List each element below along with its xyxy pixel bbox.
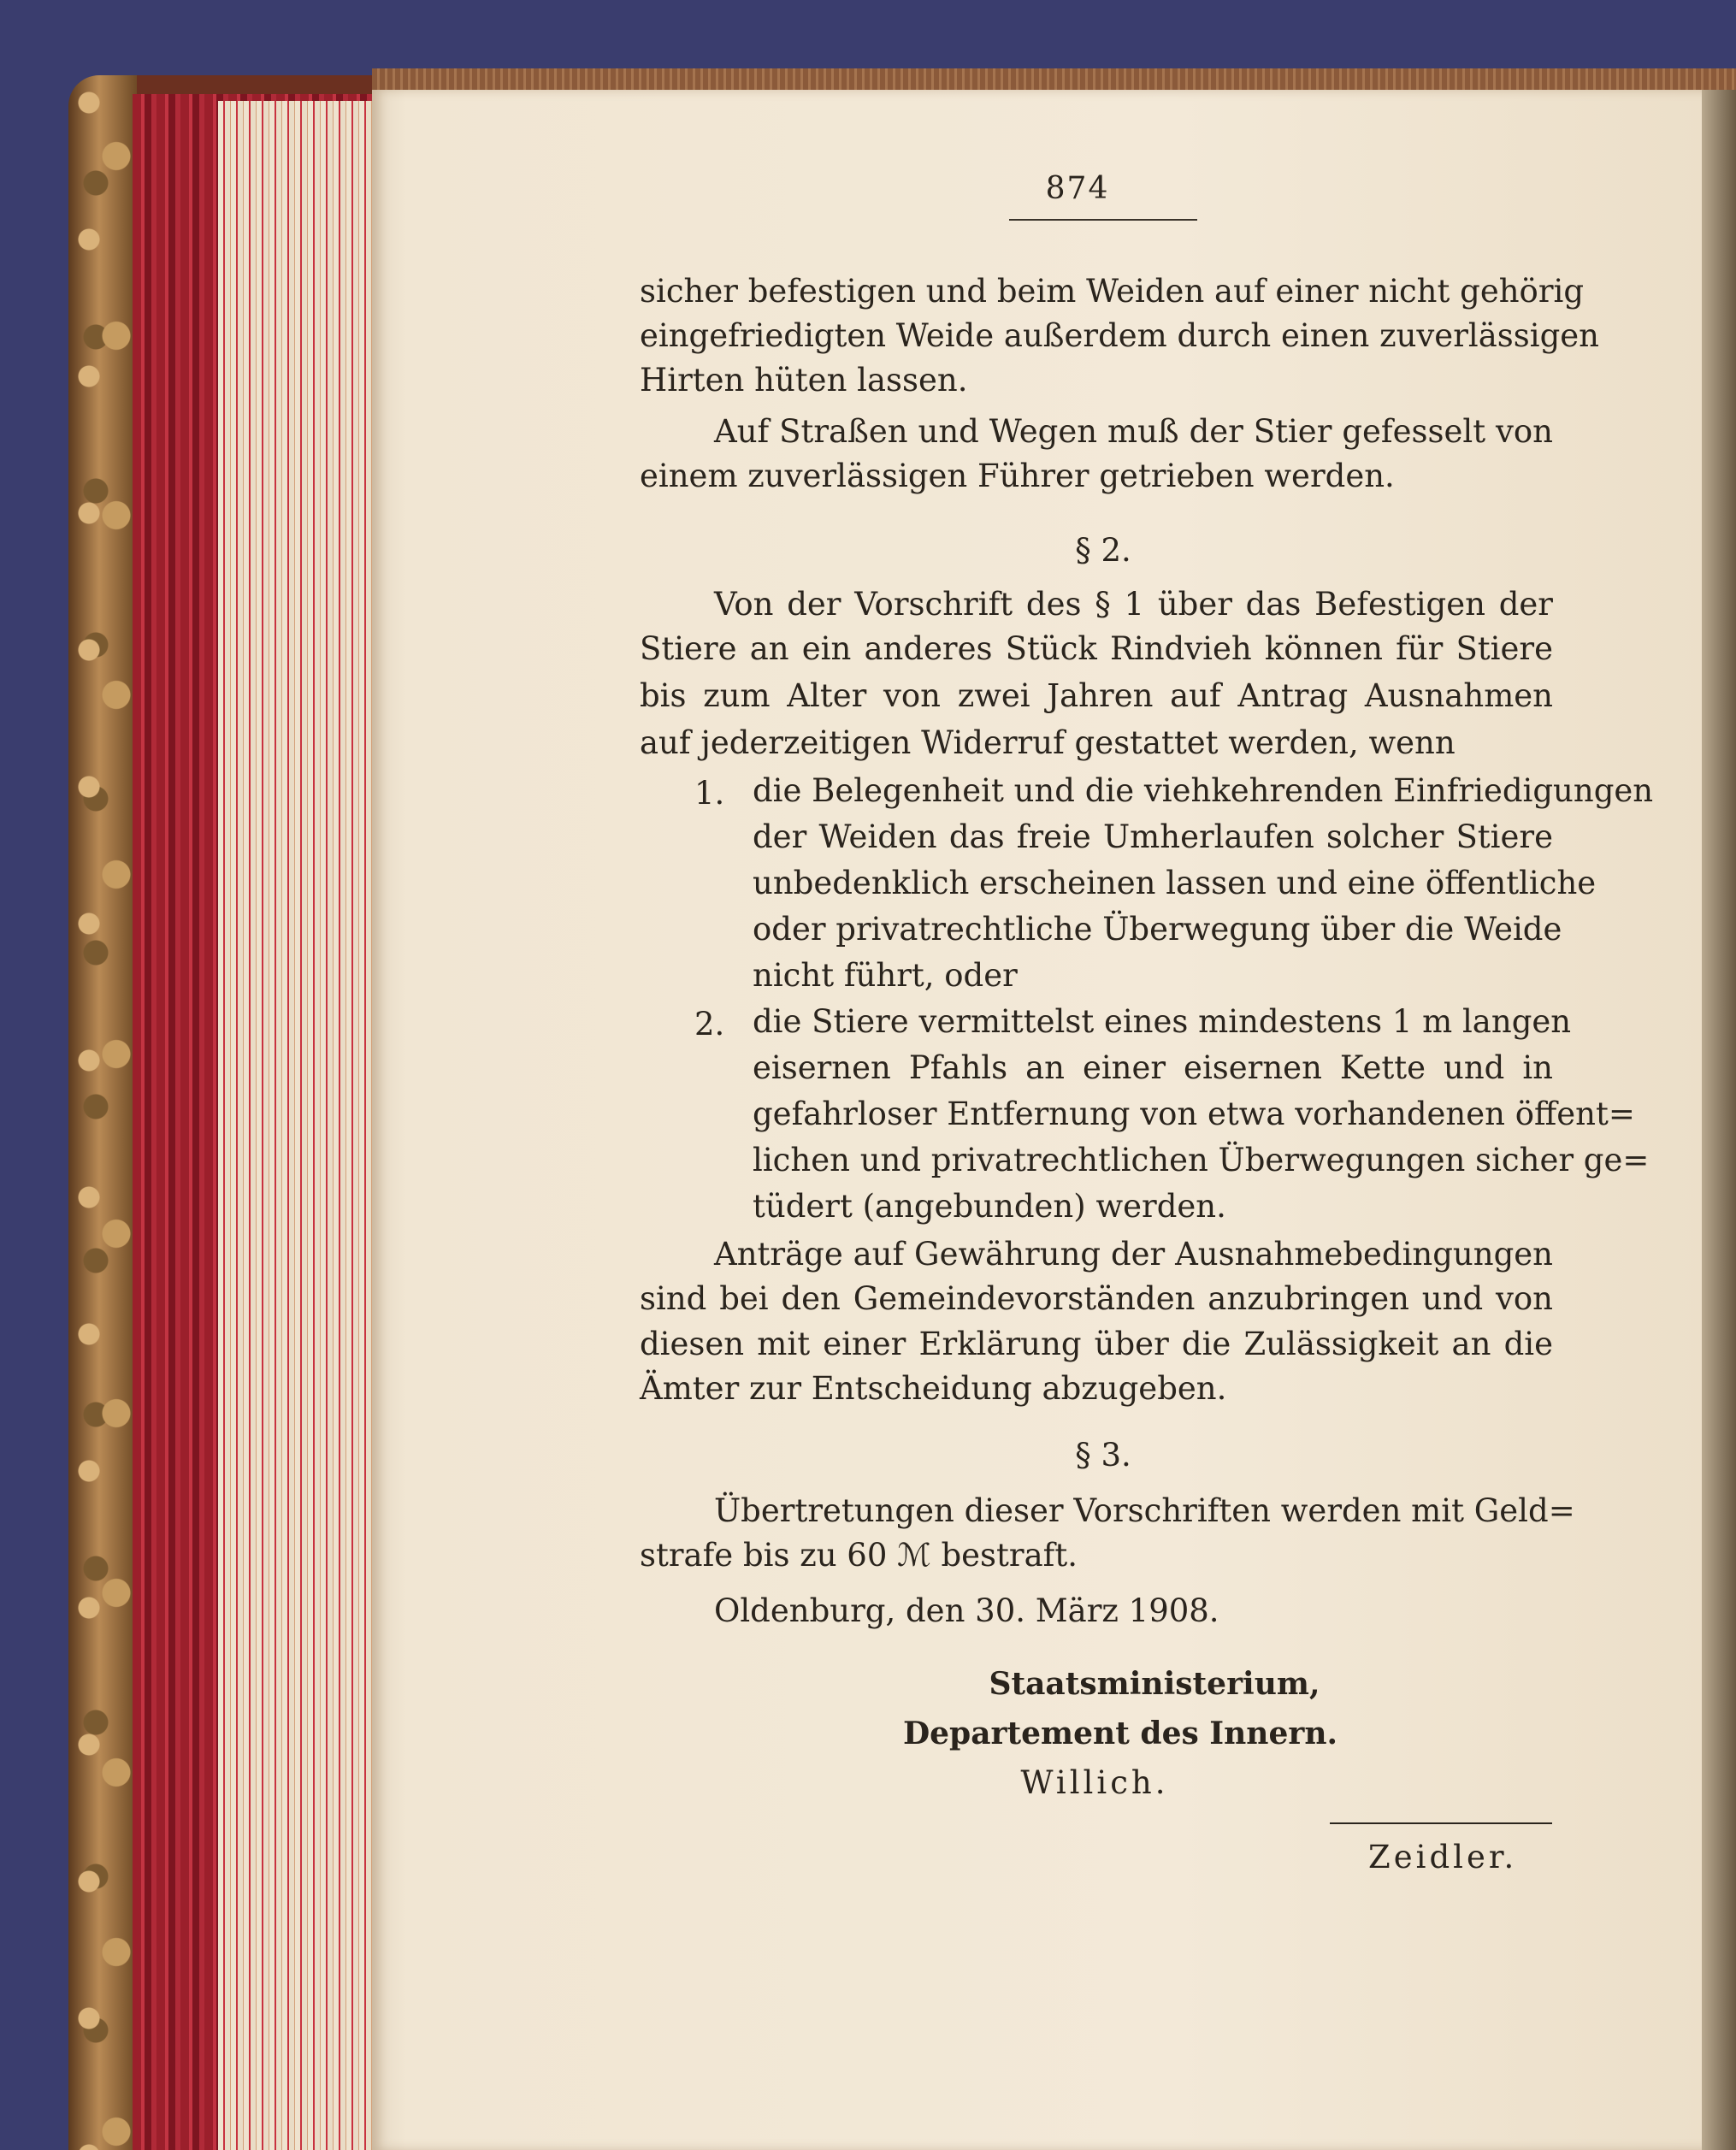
list-item-line: die Stiere vermittelst eines mindestens 1 m langen bbox=[753, 1003, 1572, 1040]
text-line: strafe bis zu 60 ℳ bestraft. bbox=[640, 1537, 1078, 1574]
list-item-line: lichen und privatrechtlichen Überwegungen sicher ge= bbox=[753, 1142, 1650, 1178]
text-line: diesen mit einer Erklärung über die Zulässigkeit an die bbox=[640, 1326, 1553, 1362]
signature-rule bbox=[1330, 1822, 1552, 1824]
list-item-line: die Belegenheit und die viehkehrenden Einfriedigungen bbox=[753, 772, 1654, 809]
section-heading: § 3. bbox=[1075, 1437, 1131, 1474]
ministry-title: Staatsministerium, bbox=[989, 1666, 1320, 1702]
signatory-name: Willich. bbox=[1020, 1764, 1169, 1801]
signatory-name: Zeidler. bbox=[1368, 1839, 1518, 1875]
date-line: Oldenburg, den 30. März 1908. bbox=[714, 1592, 1219, 1629]
text-line: Auf Straßen und Wegen muß der Stier gefesselt von bbox=[714, 413, 1553, 450]
text-line: Anträge auf Gewährung der Ausnahmebedingungen bbox=[714, 1236, 1553, 1273]
list-item-line: eisernen Pfahls an einer eisernen Kette und in bbox=[753, 1049, 1553, 1086]
section-heading: § 2. bbox=[1075, 532, 1131, 569]
text-line: Von der Vorschrift des § 1 über das Befestigen der bbox=[714, 586, 1553, 623]
list-item-line: tüdert (angebunden) werden. bbox=[753, 1188, 1226, 1225]
text-line: bis zum Alter von zwei Jahren auf Antrag Ausnahmen bbox=[640, 677, 1553, 714]
list-number: 1. bbox=[694, 775, 725, 812]
text-line: auf jederzeitigen Widerruf gestattet werden, wenn bbox=[640, 724, 1456, 761]
list-item-line: gefahrloser Entfernung von etwa vorhandenen öffent= bbox=[753, 1096, 1635, 1132]
department-title: Departement des Innern. bbox=[902, 1716, 1338, 1751]
marbled-spine bbox=[68, 75, 137, 2150]
header-rule bbox=[1009, 219, 1197, 221]
text-line: Hirten hüten lassen. bbox=[640, 362, 968, 399]
list-item-line: der Weiden das freie Umherlaufen solcher Stiere bbox=[753, 818, 1553, 855]
text-line: sind bei den Gemeindevorständen anzubringen und von bbox=[640, 1280, 1553, 1317]
text-line: Stiere an ein anderes Stück Rindvieh können für Stiere bbox=[640, 630, 1553, 667]
page-stack bbox=[218, 101, 372, 2150]
text-line: Ämter zur Entscheidung abzugeben. bbox=[640, 1370, 1227, 1407]
text-line: eingefriedigten Weide außerdem durch einen zuverlässigen bbox=[640, 317, 1599, 354]
text-line: sicher befestigen und beim Weiden auf einer nicht gehörig bbox=[640, 273, 1585, 310]
list-number: 2. bbox=[694, 1006, 725, 1043]
top-headband bbox=[372, 68, 1736, 92]
list-item-line: unbedenklich erscheinen lassen und eine öffentliche bbox=[753, 865, 1597, 901]
list-item-line: nicht führt, oder bbox=[753, 957, 1018, 994]
page-gutter-shadow bbox=[1702, 90, 1736, 2150]
list-item-line: oder privatrechtliche Überwegung über die Weide bbox=[753, 911, 1562, 948]
text-line: einem zuverlässigen Führer getrieben werden. bbox=[640, 458, 1395, 494]
text-line: Übertretungen dieser Vorschriften werden mit Geld= bbox=[714, 1492, 1575, 1529]
page-number: 874 bbox=[1045, 171, 1110, 206]
